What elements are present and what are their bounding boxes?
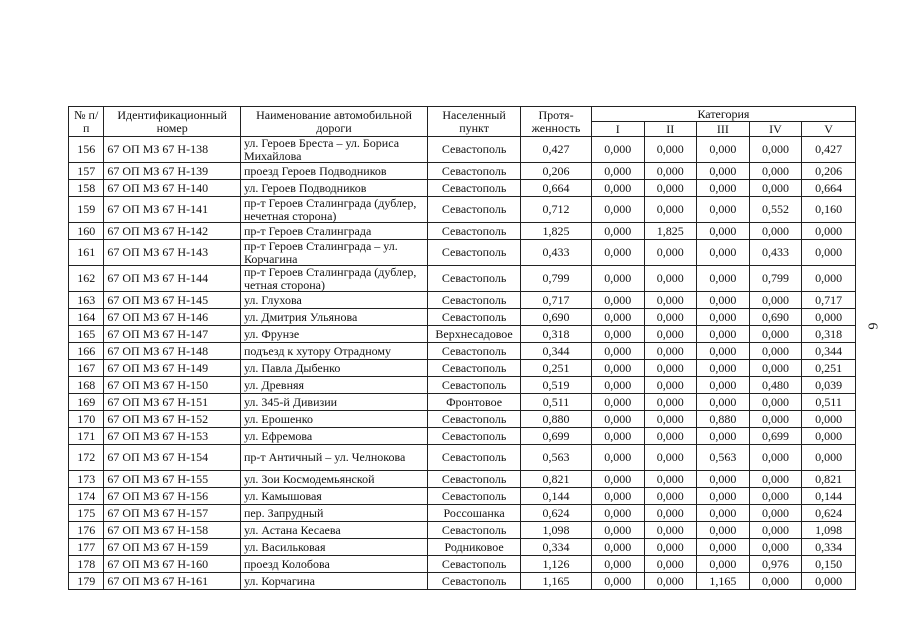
row-cat-4: 0,000 bbox=[749, 488, 802, 505]
row-cat-5: 0,664 bbox=[802, 180, 856, 197]
row-name: ул. Глухова bbox=[240, 292, 427, 309]
row-id: 67 ОП МЗ 67 Н-139 bbox=[104, 163, 241, 180]
row-number: 160 bbox=[69, 223, 104, 240]
row-cat-4: 0,000 bbox=[749, 180, 802, 197]
row-name: ул. Корчагина bbox=[240, 573, 427, 590]
row-name: ул. 345-й Дивизии bbox=[240, 394, 427, 411]
row-id: 67 ОП МЗ 67 Н-156 bbox=[104, 488, 241, 505]
row-cat-3: 0,000 bbox=[697, 180, 750, 197]
row-cat-1: 0,000 bbox=[591, 309, 644, 326]
row-name: проезд Колобова bbox=[240, 556, 427, 573]
row-name: подъезд к хутору Отрадному bbox=[240, 343, 427, 360]
table-row bbox=[69, 163, 856, 180]
row-cat-3: 0,000 bbox=[697, 223, 750, 240]
row-locality: Севастополь bbox=[428, 266, 521, 292]
table-row bbox=[69, 360, 856, 377]
row-cat-3: 0,000 bbox=[697, 394, 750, 411]
row-cat-3: 0,000 bbox=[697, 539, 750, 556]
header-cat-1: I bbox=[591, 122, 644, 137]
header-cat-3: III bbox=[697, 122, 750, 137]
table-row bbox=[69, 428, 856, 445]
row-id: 67 ОП МЗ 67 Н-143 bbox=[104, 240, 241, 266]
table-row bbox=[69, 488, 856, 505]
row-cat-1: 0,000 bbox=[591, 539, 644, 556]
row-locality: Севастополь bbox=[428, 197, 521, 223]
row-cat-5: 0,717 bbox=[802, 292, 856, 309]
row-cat-1: 0,000 bbox=[591, 266, 644, 292]
row-cat-3: 0,000 bbox=[697, 488, 750, 505]
header-length: Протя-женность bbox=[521, 107, 592, 137]
row-number: 159 bbox=[69, 197, 104, 223]
row-cat-2: 0,000 bbox=[644, 556, 697, 573]
row-cat-2: 0,000 bbox=[644, 309, 697, 326]
row-number: 162 bbox=[69, 266, 104, 292]
row-cat-3: 0,000 bbox=[697, 428, 750, 445]
row-locality: Севастополь bbox=[428, 522, 521, 539]
table-row bbox=[69, 411, 856, 428]
row-cat-1: 0,000 bbox=[591, 488, 644, 505]
row-number: 167 bbox=[69, 360, 104, 377]
row-length: 0,433 bbox=[521, 240, 592, 266]
row-cat-1: 0,000 bbox=[591, 137, 644, 163]
row-length: 0,511 bbox=[521, 394, 592, 411]
row-cat-1: 0,000 bbox=[591, 240, 644, 266]
row-cat-4: 0,000 bbox=[749, 360, 802, 377]
row-name: ул. Ерошенко bbox=[240, 411, 427, 428]
road-table bbox=[68, 106, 856, 590]
row-cat-5: 0,427 bbox=[802, 137, 856, 163]
row-cat-1: 0,000 bbox=[591, 556, 644, 573]
row-locality: Севастополь bbox=[428, 163, 521, 180]
row-cat-2: 0,000 bbox=[644, 488, 697, 505]
row-id: 67 ОП МЗ 67 Н-142 bbox=[104, 223, 241, 240]
row-cat-2: 1,825 bbox=[644, 223, 697, 240]
row-length: 0,563 bbox=[521, 445, 592, 471]
table-header bbox=[69, 107, 856, 137]
row-number: 176 bbox=[69, 522, 104, 539]
row-id: 67 ОП МЗ 67 Н-138 bbox=[104, 137, 241, 163]
row-number: 164 bbox=[69, 309, 104, 326]
row-id: 67 ОП МЗ 67 Н-147 bbox=[104, 326, 241, 343]
row-length: 0,664 bbox=[521, 180, 592, 197]
row-locality: Севастополь bbox=[428, 180, 521, 197]
row-cat-3: 0,000 bbox=[697, 266, 750, 292]
row-id: 67 ОП МЗ 67 Н-150 bbox=[104, 377, 241, 394]
table-row bbox=[69, 539, 856, 556]
row-length: 0,712 bbox=[521, 197, 592, 223]
row-id: 67 ОП МЗ 67 Н-159 bbox=[104, 539, 241, 556]
table-row bbox=[69, 445, 856, 471]
row-number: 165 bbox=[69, 326, 104, 343]
row-locality: Россошанка bbox=[428, 505, 521, 522]
row-name: ул. Павла Дыбенко bbox=[240, 360, 427, 377]
row-cat-2: 0,000 bbox=[644, 240, 697, 266]
row-cat-2: 0,000 bbox=[644, 505, 697, 522]
row-length: 0,427 bbox=[521, 137, 592, 163]
row-locality: Севастополь bbox=[428, 377, 521, 394]
row-name: ул. Зои Космодемьянской bbox=[240, 471, 427, 488]
row-cat-3: 0,563 bbox=[697, 445, 750, 471]
row-id: 67 ОП МЗ 67 Н-153 bbox=[104, 428, 241, 445]
row-length: 1,126 bbox=[521, 556, 592, 573]
row-name: ул. Камышовая bbox=[240, 488, 427, 505]
row-id: 67 ОП МЗ 67 Н-145 bbox=[104, 292, 241, 309]
row-number: 166 bbox=[69, 343, 104, 360]
row-cat-2: 0,000 bbox=[644, 411, 697, 428]
row-cat-2: 0,000 bbox=[644, 292, 697, 309]
row-id: 67 ОП МЗ 67 Н-154 bbox=[104, 445, 241, 471]
header-num: № п/п bbox=[69, 107, 104, 137]
row-name: ул. Древняя bbox=[240, 377, 427, 394]
row-number: 174 bbox=[69, 488, 104, 505]
table-row bbox=[69, 522, 856, 539]
row-id: 67 ОП МЗ 67 Н-140 bbox=[104, 180, 241, 197]
row-length: 1,825 bbox=[521, 223, 592, 240]
row-cat-5: 0,000 bbox=[802, 240, 856, 266]
row-number: 179 bbox=[69, 573, 104, 590]
row-cat-4: 0,433 bbox=[749, 240, 802, 266]
row-number: 158 bbox=[69, 180, 104, 197]
row-id: 67 ОП МЗ 67 Н-152 bbox=[104, 411, 241, 428]
row-cat-2: 0,000 bbox=[644, 180, 697, 197]
row-length: 0,821 bbox=[521, 471, 592, 488]
row-length: 0,144 bbox=[521, 488, 592, 505]
row-cat-4: 0,000 bbox=[749, 343, 802, 360]
row-cat-4: 0,690 bbox=[749, 309, 802, 326]
row-name: пр-т Героев Сталинграда (дублер, нечетная сторона) bbox=[240, 197, 427, 223]
row-cat-2: 0,000 bbox=[644, 471, 697, 488]
row-cat-4: 0,480 bbox=[749, 377, 802, 394]
row-cat-2: 0,000 bbox=[644, 573, 697, 590]
row-cat-3: 0,000 bbox=[697, 522, 750, 539]
row-cat-3: 0,000 bbox=[697, 377, 750, 394]
row-id: 67 ОП МЗ 67 Н-144 bbox=[104, 266, 241, 292]
row-cat-5: 0,334 bbox=[802, 539, 856, 556]
row-cat-5: 0,000 bbox=[802, 428, 856, 445]
row-id: 67 ОП МЗ 67 Н-158 bbox=[104, 522, 241, 539]
header-locality: Населенный пункт bbox=[428, 107, 521, 137]
row-cat-5: 0,144 bbox=[802, 488, 856, 505]
row-locality: Севастополь bbox=[428, 471, 521, 488]
row-cat-4: 0,552 bbox=[749, 197, 802, 223]
row-locality: Севастополь bbox=[428, 343, 521, 360]
row-number: 163 bbox=[69, 292, 104, 309]
row-id: 67 ОП МЗ 67 Н-148 bbox=[104, 343, 241, 360]
row-length: 0,699 bbox=[521, 428, 592, 445]
row-cat-1: 0,000 bbox=[591, 445, 644, 471]
row-name: пр-т Героев Сталинграда (дублер, четная сторона) bbox=[240, 266, 427, 292]
row-length: 0,880 bbox=[521, 411, 592, 428]
row-cat-4: 0,000 bbox=[749, 522, 802, 539]
row-number: 172 bbox=[69, 445, 104, 471]
row-cat-2: 0,000 bbox=[644, 163, 697, 180]
row-cat-2: 0,000 bbox=[644, 428, 697, 445]
table-row bbox=[69, 573, 856, 590]
table-row bbox=[69, 180, 856, 197]
header-cat-2: II bbox=[644, 122, 697, 137]
header-category: Категория bbox=[591, 107, 855, 122]
row-cat-4: 0,000 bbox=[749, 292, 802, 309]
row-cat-4: 0,000 bbox=[749, 573, 802, 590]
row-name: ул. Дмитрия Ульянова bbox=[240, 309, 427, 326]
row-name: пр-т Античный – ул. Челнокова bbox=[240, 445, 427, 471]
row-length: 0,799 bbox=[521, 266, 592, 292]
row-name: ул. Васильковая bbox=[240, 539, 427, 556]
row-length: 0,690 bbox=[521, 309, 592, 326]
table-row bbox=[69, 556, 856, 573]
table-row bbox=[69, 197, 856, 223]
row-cat-5: 0,206 bbox=[802, 163, 856, 180]
table-row bbox=[69, 240, 856, 266]
row-number: 170 bbox=[69, 411, 104, 428]
row-cat-3: 1,165 bbox=[697, 573, 750, 590]
row-locality: Севастополь bbox=[428, 556, 521, 573]
row-name: пр-т Героев Сталинграда bbox=[240, 223, 427, 240]
table-row bbox=[69, 471, 856, 488]
row-name: ул. Ефремова bbox=[240, 428, 427, 445]
row-cat-4: 0,799 bbox=[749, 266, 802, 292]
row-cat-5: 0,318 bbox=[802, 326, 856, 343]
row-cat-3: 0,000 bbox=[697, 505, 750, 522]
row-cat-2: 0,000 bbox=[644, 326, 697, 343]
row-cat-3: 0,000 bbox=[697, 556, 750, 573]
table-row bbox=[69, 326, 856, 343]
row-length: 0,251 bbox=[521, 360, 592, 377]
row-number: 156 bbox=[69, 137, 104, 163]
row-cat-2: 0,000 bbox=[644, 522, 697, 539]
page-number: 6 bbox=[864, 322, 880, 330]
row-locality: Севастополь bbox=[428, 488, 521, 505]
row-length: 0,318 bbox=[521, 326, 592, 343]
row-cat-2: 0,000 bbox=[644, 343, 697, 360]
row-cat-1: 0,000 bbox=[591, 326, 644, 343]
row-cat-5: 0,000 bbox=[802, 223, 856, 240]
row-cat-4: 0,000 bbox=[749, 445, 802, 471]
row-cat-2: 0,000 bbox=[644, 360, 697, 377]
row-length: 0,519 bbox=[521, 377, 592, 394]
row-locality: Севастополь bbox=[428, 445, 521, 471]
table-body bbox=[69, 137, 856, 590]
row-locality: Севастополь bbox=[428, 240, 521, 266]
row-length: 0,717 bbox=[521, 292, 592, 309]
header-cat-5: V bbox=[802, 122, 856, 137]
row-cat-5: 0,160 bbox=[802, 197, 856, 223]
row-cat-5: 0,821 bbox=[802, 471, 856, 488]
table-row bbox=[69, 505, 856, 522]
row-name: ул. Героев Бреста – ул. Бориса Михайлова bbox=[240, 137, 427, 163]
row-length: 0,334 bbox=[521, 539, 592, 556]
row-length: 1,098 bbox=[521, 522, 592, 539]
row-cat-2: 0,000 bbox=[644, 266, 697, 292]
row-cat-3: 0,000 bbox=[697, 240, 750, 266]
row-cat-4: 0,976 bbox=[749, 556, 802, 573]
row-cat-3: 0,000 bbox=[697, 197, 750, 223]
row-length: 1,165 bbox=[521, 573, 592, 590]
row-number: 157 bbox=[69, 163, 104, 180]
row-id: 67 ОП МЗ 67 Н-161 bbox=[104, 573, 241, 590]
row-cat-5: 0,251 bbox=[802, 360, 856, 377]
row-cat-1: 0,000 bbox=[591, 377, 644, 394]
row-name: ул. Героев Подводников bbox=[240, 180, 427, 197]
row-number: 168 bbox=[69, 377, 104, 394]
table-row bbox=[69, 266, 856, 292]
row-cat-3: 0,000 bbox=[697, 360, 750, 377]
row-number: 169 bbox=[69, 394, 104, 411]
row-cat-3: 0,000 bbox=[697, 326, 750, 343]
row-name: пер. Запрудный bbox=[240, 505, 427, 522]
header-cat-4: IV bbox=[749, 122, 802, 137]
row-cat-3: 0,880 bbox=[697, 411, 750, 428]
row-cat-3: 0,000 bbox=[697, 137, 750, 163]
row-length: 0,344 bbox=[521, 343, 592, 360]
row-cat-4: 0,000 bbox=[749, 539, 802, 556]
row-cat-5: 0,344 bbox=[802, 343, 856, 360]
row-number: 173 bbox=[69, 471, 104, 488]
row-length: 0,206 bbox=[521, 163, 592, 180]
row-cat-3: 0,000 bbox=[697, 292, 750, 309]
row-cat-4: 0,000 bbox=[749, 471, 802, 488]
row-cat-3: 0,000 bbox=[697, 309, 750, 326]
row-cat-4: 0,000 bbox=[749, 505, 802, 522]
row-cat-5: 1,098 bbox=[802, 522, 856, 539]
row-cat-4: 0,000 bbox=[749, 394, 802, 411]
row-locality: Севастополь bbox=[428, 360, 521, 377]
row-id: 67 ОП МЗ 67 Н-155 bbox=[104, 471, 241, 488]
row-cat-4: 0,000 bbox=[749, 223, 802, 240]
row-cat-1: 0,000 bbox=[591, 292, 644, 309]
row-cat-5: 0,624 bbox=[802, 505, 856, 522]
row-cat-4: 0,699 bbox=[749, 428, 802, 445]
row-cat-2: 0,000 bbox=[644, 137, 697, 163]
row-name: ул. Астана Кесаева bbox=[240, 522, 427, 539]
row-cat-2: 0,000 bbox=[644, 445, 697, 471]
row-cat-1: 0,000 bbox=[591, 223, 644, 240]
row-id: 67 ОП МЗ 67 Н-151 bbox=[104, 394, 241, 411]
row-id: 67 ОП МЗ 67 Н-146 bbox=[104, 309, 241, 326]
row-cat-4: 0,000 bbox=[749, 411, 802, 428]
row-cat-2: 0,000 bbox=[644, 539, 697, 556]
row-locality: Севастополь bbox=[428, 137, 521, 163]
row-locality: Фронтовое bbox=[428, 394, 521, 411]
row-cat-3: 0,000 bbox=[697, 163, 750, 180]
row-id: 67 ОП МЗ 67 Н-141 bbox=[104, 197, 241, 223]
header-id: Идентификационный номер bbox=[104, 107, 241, 137]
table-row bbox=[69, 137, 856, 163]
row-locality: Родниковое bbox=[428, 539, 521, 556]
row-cat-1: 0,000 bbox=[591, 163, 644, 180]
row-cat-5: 0,039 bbox=[802, 377, 856, 394]
row-number: 171 bbox=[69, 428, 104, 445]
header-name: Наименование автомобильной дороги bbox=[240, 107, 427, 137]
row-name: ул. Фрунзе bbox=[240, 326, 427, 343]
table-row bbox=[69, 377, 856, 394]
row-cat-4: 0,000 bbox=[749, 326, 802, 343]
row-cat-5: 0,000 bbox=[802, 445, 856, 471]
row-cat-1: 0,000 bbox=[591, 180, 644, 197]
row-locality: Севастополь bbox=[428, 428, 521, 445]
row-cat-1: 0,000 bbox=[591, 505, 644, 522]
row-cat-1: 0,000 bbox=[591, 360, 644, 377]
row-number: 178 bbox=[69, 556, 104, 573]
table-row bbox=[69, 309, 856, 326]
row-cat-3: 0,000 bbox=[697, 343, 750, 360]
row-number: 175 bbox=[69, 505, 104, 522]
row-cat-2: 0,000 bbox=[644, 377, 697, 394]
row-locality: Севастополь bbox=[428, 292, 521, 309]
row-cat-2: 0,000 bbox=[644, 394, 697, 411]
table-row bbox=[69, 343, 856, 360]
row-locality: Севастополь bbox=[428, 411, 521, 428]
row-cat-1: 0,000 bbox=[591, 394, 644, 411]
row-id: 67 ОП МЗ 67 Н-160 bbox=[104, 556, 241, 573]
row-id: 67 ОП МЗ 67 Н-157 bbox=[104, 505, 241, 522]
row-locality: Верхнесадовое bbox=[428, 326, 521, 343]
row-name: пр-т Героев Сталинграда – ул. Корчагина bbox=[240, 240, 427, 266]
row-cat-1: 0,000 bbox=[591, 428, 644, 445]
row-cat-1: 0,000 bbox=[591, 522, 644, 539]
row-number: 177 bbox=[69, 539, 104, 556]
row-cat-5: 0,000 bbox=[802, 411, 856, 428]
table-row bbox=[69, 223, 856, 240]
row-cat-5: 0,000 bbox=[802, 309, 856, 326]
row-locality: Севастополь bbox=[428, 223, 521, 240]
row-name: проезд Героев Подводников bbox=[240, 163, 427, 180]
row-cat-5: 0,000 bbox=[802, 266, 856, 292]
row-cat-5: 0,511 bbox=[802, 394, 856, 411]
table-row bbox=[69, 394, 856, 411]
row-length: 0,624 bbox=[521, 505, 592, 522]
row-cat-1: 0,000 bbox=[591, 411, 644, 428]
row-cat-4: 0,000 bbox=[749, 137, 802, 163]
row-locality: Севастополь bbox=[428, 309, 521, 326]
row-number: 161 bbox=[69, 240, 104, 266]
row-cat-4: 0,000 bbox=[749, 163, 802, 180]
row-cat-3: 0,000 bbox=[697, 471, 750, 488]
row-cat-2: 0,000 bbox=[644, 197, 697, 223]
row-locality: Севастополь bbox=[428, 573, 521, 590]
row-cat-1: 0,000 bbox=[591, 343, 644, 360]
row-cat-1: 0,000 bbox=[591, 471, 644, 488]
row-cat-1: 0,000 bbox=[591, 197, 644, 223]
row-cat-5: 0,150 bbox=[802, 556, 856, 573]
table-row bbox=[69, 292, 856, 309]
row-cat-5: 0,000 bbox=[802, 573, 856, 590]
row-id: 67 ОП МЗ 67 Н-149 bbox=[104, 360, 241, 377]
row-cat-1: 0,000 bbox=[591, 573, 644, 590]
